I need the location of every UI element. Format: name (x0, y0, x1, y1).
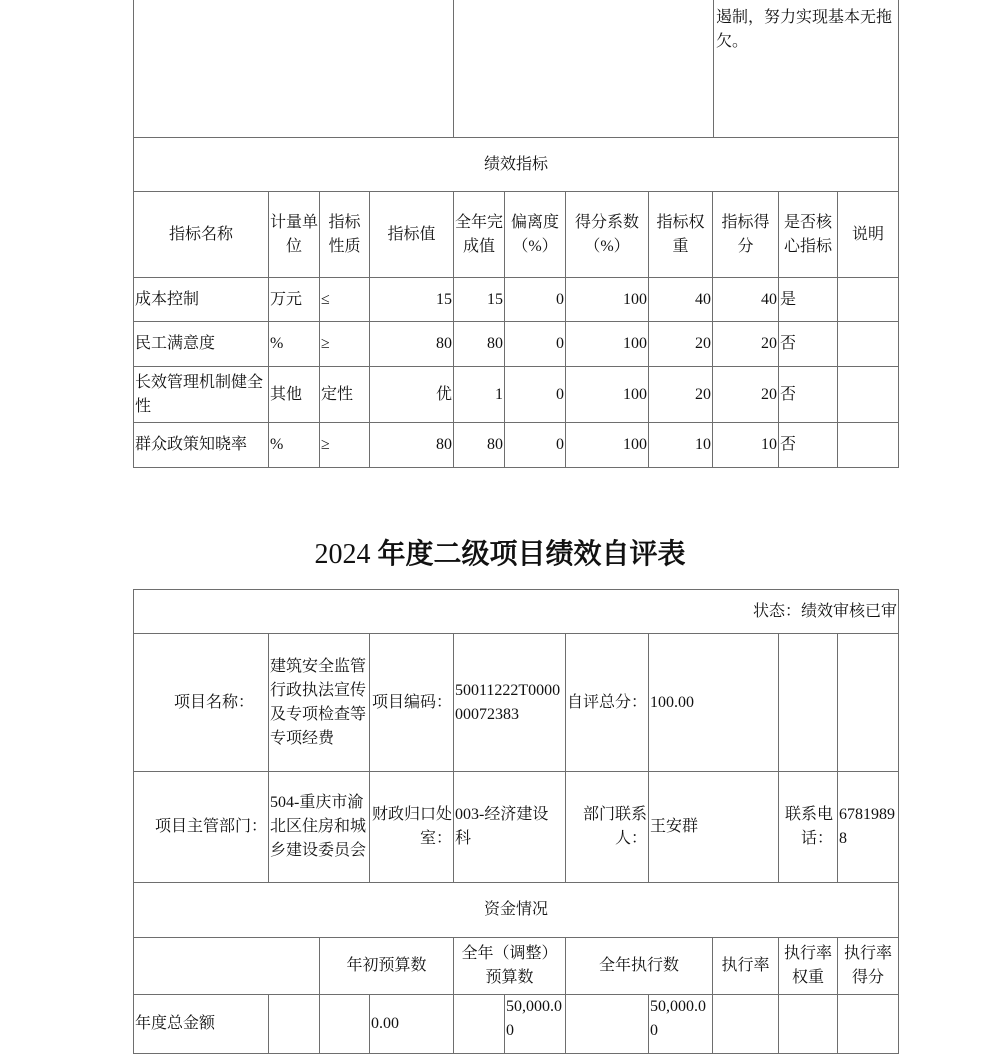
funds-row-label: 年度总金额 (133, 994, 269, 1054)
blank-cell (837, 633, 899, 772)
score-value: 100.00 (648, 633, 779, 772)
blank-cell (837, 994, 899, 1054)
status-text: 状态：绩效审核已审 (133, 589, 899, 634)
funds-header: 全年执行数 (565, 937, 713, 995)
finance-value: 003-经济建设科 (453, 771, 566, 883)
blank-cell (453, 994, 505, 1054)
table-cell: 40 (712, 277, 779, 322)
table-cell: 20 (648, 366, 713, 423)
table-cell: 80 (453, 321, 505, 367)
table-cell: ≥ (319, 422, 370, 468)
blank-cell (268, 994, 320, 1054)
continued-text: 遏制，努力实现基本无拖欠。 (713, 0, 899, 138)
table-cell: 100 (565, 366, 649, 423)
contact-value: 王安群 (648, 771, 779, 883)
finance-label: 财政归口处室： (369, 771, 454, 883)
table-cell: 否 (778, 422, 838, 468)
project-code-label: 项目编码： (369, 633, 454, 772)
table-header: 全年完成值 (453, 191, 505, 278)
table-header: 指标得分 (712, 191, 779, 278)
table-cell: ≥ (319, 321, 370, 367)
table-cell: 10 (648, 422, 713, 468)
table-cell: 其他 (268, 366, 320, 423)
executed-amount: 50,000.00 (648, 994, 713, 1054)
table-cell: 群众政策知晓率 (133, 422, 269, 468)
table-header: 得分系数（%） (565, 191, 649, 278)
table-cell: 40 (648, 277, 713, 322)
phone-label: 联系电话： (778, 771, 838, 883)
table-cell: 100 (565, 321, 649, 367)
initial-budget: 0.00 (369, 994, 454, 1054)
dept-label: 项目主管部门： (133, 771, 269, 883)
funds-header: 年初预算数 (319, 937, 454, 995)
project-name: 建筑安全监管行政执法宣传及专项检查等专项经费 (268, 633, 370, 772)
table-cell: 20 (712, 366, 779, 423)
table-cell: % (268, 422, 320, 468)
table-header: 指标名称 (133, 191, 269, 278)
project-code: 50011222T000000072383 (453, 633, 566, 772)
table-cell: 15 (369, 277, 454, 322)
table-header: 偏离度（%） (504, 191, 566, 278)
table-cell: 100 (565, 277, 649, 322)
score-label: 自评总分： (565, 633, 649, 772)
table-cell: 20 (712, 321, 779, 367)
table-cell: 否 (778, 366, 838, 423)
table-cell: 万元 (268, 277, 320, 322)
blank-cell (565, 994, 649, 1054)
funds-header: 执行率 (712, 937, 779, 995)
table-cell: 定性 (319, 366, 370, 423)
table-cell: % (268, 321, 320, 367)
project-name-label: 项目名称： (133, 633, 269, 772)
table-cell: 长效管理机制健全性 (133, 366, 269, 423)
blank-cell (133, 0, 454, 138)
table-cell: 是 (778, 277, 838, 322)
table-header: 计量单位 (268, 191, 320, 278)
table-cell: 100 (565, 422, 649, 468)
section-title-performance: 绩效指标 (133, 137, 899, 192)
table-cell: 80 (369, 422, 454, 468)
dept-value: 504-重庆市渝北区住房和城乡建设委员会 (268, 771, 370, 883)
table-cell: ≤ (319, 277, 370, 322)
table-cell (837, 277, 899, 322)
table-cell: 成本控制 (133, 277, 269, 322)
table-cell: 20 (648, 321, 713, 367)
table-header: 指标权重 (648, 191, 713, 278)
table-cell: 80 (453, 422, 505, 468)
blank-cell (453, 0, 714, 138)
table-cell: 1 (453, 366, 505, 423)
blank-cell (319, 994, 370, 1054)
table-cell: 0 (504, 422, 566, 468)
blank-cell (133, 937, 320, 995)
table-header: 指标性质 (319, 191, 370, 278)
adjusted-budget: 50,000.00 (504, 994, 566, 1054)
blank-cell (712, 994, 779, 1054)
funds-header: 全年（调整）预算数 (453, 937, 566, 995)
table-cell: 0 (504, 277, 566, 322)
table-cell: 0 (504, 366, 566, 423)
funds-header: 执行率权重 (778, 937, 838, 995)
contact-label: 部门联系人： (565, 771, 649, 883)
table-cell: 0 (504, 321, 566, 367)
phone-value: 67819898 (837, 771, 899, 883)
table-cell: 10 (712, 422, 779, 468)
table-cell (837, 321, 899, 367)
table-cell: 80 (369, 321, 454, 367)
table-cell (837, 366, 899, 423)
funds-title: 资金情况 (133, 882, 899, 938)
funds-header: 执行率得分 (837, 937, 899, 995)
table-cell: 15 (453, 277, 505, 322)
blank-cell (778, 633, 838, 772)
table-cell: 民工满意度 (133, 321, 269, 367)
table-header: 说明 (837, 191, 899, 278)
table-header: 指标值 (369, 191, 454, 278)
table-cell (837, 422, 899, 468)
table-cell: 否 (778, 321, 838, 367)
table-header: 是否核心指标 (778, 191, 838, 278)
table-cell: 优 (369, 366, 454, 423)
form-title: 2024 年度二级项目绩效自评表 (314, 539, 686, 570)
blank-cell (778, 994, 838, 1054)
